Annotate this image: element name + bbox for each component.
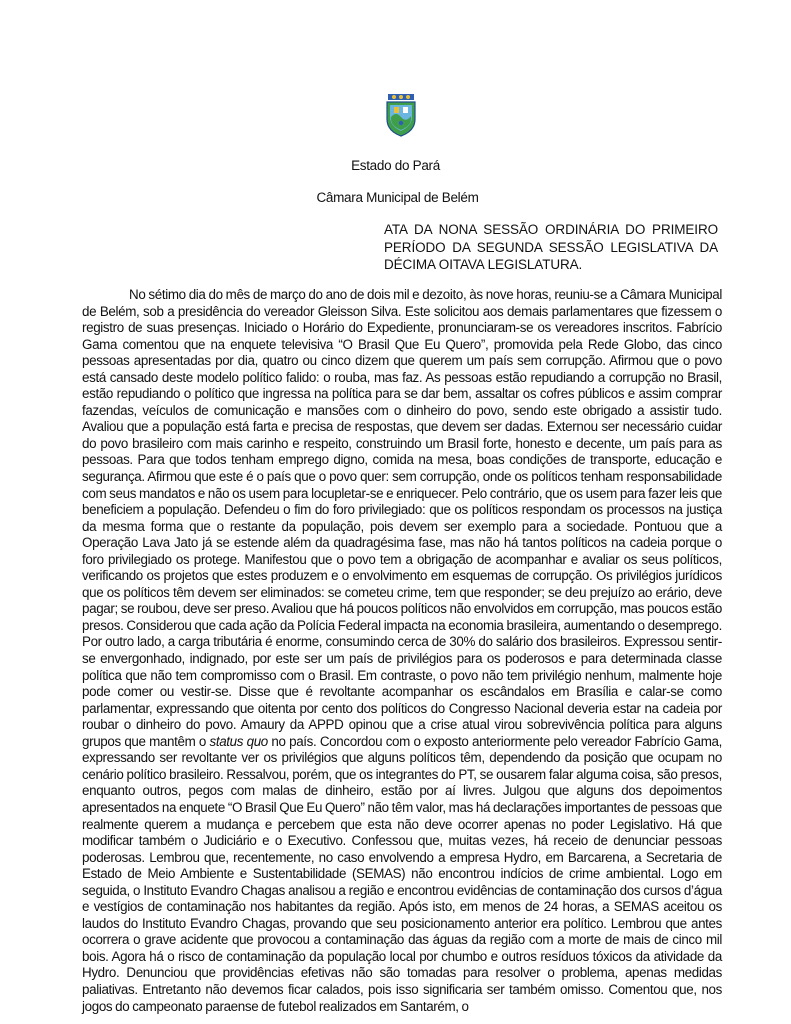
minutes-text-part-1: No sétimo dia do mês de março do ano de dois mil e dezoito, às nove horas, reuniu-se a Câmara Municipal de Belém, sob a presidência do vereador Gleisson Silva. Este solicitou aos demais parlamentares que fizessem o registro de suas presenças. Iniciado o Horário do Expediente, pronunciaram-se os vereadores inscritos. Fabrício Gama comentou que na enquete televisiva “O Brasil Que Eu Quero”, promovida pela Rede Globo, das cinco pessoas apresentadas por dia, quatro ou cinco dizem que querem um país sem corrupção. Afirmou que o povo está cansado deste modelo político falido: o rouba, mas faz. As pessoas estão repudiando a corrupção no Brasil, estão repudiando o político que ingressa na política para se dar bem, assaltar os cofres públicos e assim comprar fazendas, veículos de comunicação e mansões com o dinheiro do povo, sendo este obrigado a assistir tudo. Avaliou que a população está farta e precisa de respostas, que devem ser dadas. Externou ser necessário cuidar do povo brasileiro com mais carinho e respeito, construindo um Brasil forte, honesto e decente, um país para as pessoas. Para que todos tenham emprego digno, comida na mesa, boas condições de transporte, educação e segurança. Afirmou que este é o país que o povo quer: sem corrupção, onde os políticos tenham responsabilidade com seus mandatos e não os usem para locupletar-se e enriquecer. Pelo contrário, que os usem para fazer leis que beneficiem a população. Defendeu o fim do foro privilegiado: que os políticos respondam os processos na justiça da mesma forma que o restante da população, pois devem ser exemplo para a sociedade. Pontuou que a Operação Lava Jato já se estende além da quadragésima fase, mas não há tantos políticos na cadeia porque o foro privilegiado os protege. Manifestou que o povo tem a obrigação de acompanhar e avaliar os seus políticos, verificando os projetos que estes produzem e o envolvimento em esquemas de corrupção. Os privilégios jurídicos que os políticos têm devem ser eliminados: se cometeu crime, tem que responder; se deu prejuízo ao erário, deve pagar; se roubou, deve ser preso. Avaliou que há poucos políticos não envolvidos em corrupção, mas poucos estão presos. Considerou que cada ação da Polícia Federal impacta na economia brasileira, aumentando o desemprego. Por outro lado, a carga tributária é enorme, consumindo cerca de 30% do salário dos brasileiros. Expressou sentir-se envergonhado, indignado, por este ser um país de privilégios para os poderosos e para determinada classe política que não tem compromisso com o Brasil. Em contraste, o povo não tem privilégio nenhum, malmente hoje pode comer ou vestir-se. Disse que é revoltante acompanhar os escândalos em Brasília e calar-se como parlamentar, expressando que oitenta por cento dos políticos do Congresso Nacional deveria estar na cadeia por roubar o dinheiro do povo. Amaury da APPD opinou que a crise atual virou sobrevivência política para alguns grupos que mantêm o <box>82 287 722 749</box>
ata-title: ATA DA NONA SESSÃO ORDINÁRIA DO PRIMEIRO PERÍODO DA SEGUNDA SESSÃO LEGISLATIVA DA DÉCIMA OITAVA LEGISLATURA. <box>384 222 718 272</box>
minutes-body <box>82 287 722 1015</box>
state-name: Estado do Pará <box>351 158 440 173</box>
italic-phrase: status quo <box>209 733 268 749</box>
chamber-name: Câmara Municipal de Belém <box>316 190 479 205</box>
coat-of-arms-icon <box>385 93 417 137</box>
minutes-text-part-2: no país. Concordou com o exposto anteriormente pelo vereador Fabrício Gama, expressando ser revoltante ver os privilégios que alguns políticos têm, dependendo da posição que ocupam no cenário político brasileiro. Ressalvou, porém, que os integrantes do PT, se ousarem falar alguma coisa, são presos, enquanto outros, pegos com malas de dinheiro, estão por aí livres. Julgou que alguns dos depoimentos apresentados na enquete “O Brasil Que Eu Quero” não têm valor, mas há declarações importantes de pessoas que realmente querem a mudança e percebem que esta não deve ocorrer apenas no poder Legislativo. Há que modificar também o Judiciário e o Executivo. Confessou que, muitas vezes, há receio de denunciar pessoas poderosas. Lembrou que, recentemente, no caso envolvendo a empresa Hydro, em Barcarena, a Secretaria de Estado de Meio Ambiente e Sustentabilidade (SEMAS) não encontrou indícios de crime ambiental. Logo em seguida, o Instituto Evandro Chagas analisou a região e encontrou evidências de contaminação dos cursos d’água e vestígios de contaminação nos habitantes da região. Após isto, em menos de 24 horas, a SEMAS aceitou os laudos do Instituto Evandro Chagas, provando que seu posicionamento anterior era político. Lembrou que antes ocorrera o grave acidente que provocou a contaminação das águas da região com a morte de mais de cinco mil bois. Agora há o risco de contaminação da população local por chumbo e outros resíduos tóxicos da atividade da Hydro. Denunciou que providências efetivas não são tomadas para resolver o problema, apenas medidas paliativas. Entretanto não devemos ficar calados, pois isso significaria ser também omisso. Comentou que, nos jogos do campeonato paraense de futebol realizados em Santarém, o <box>82 733 723 1014</box>
